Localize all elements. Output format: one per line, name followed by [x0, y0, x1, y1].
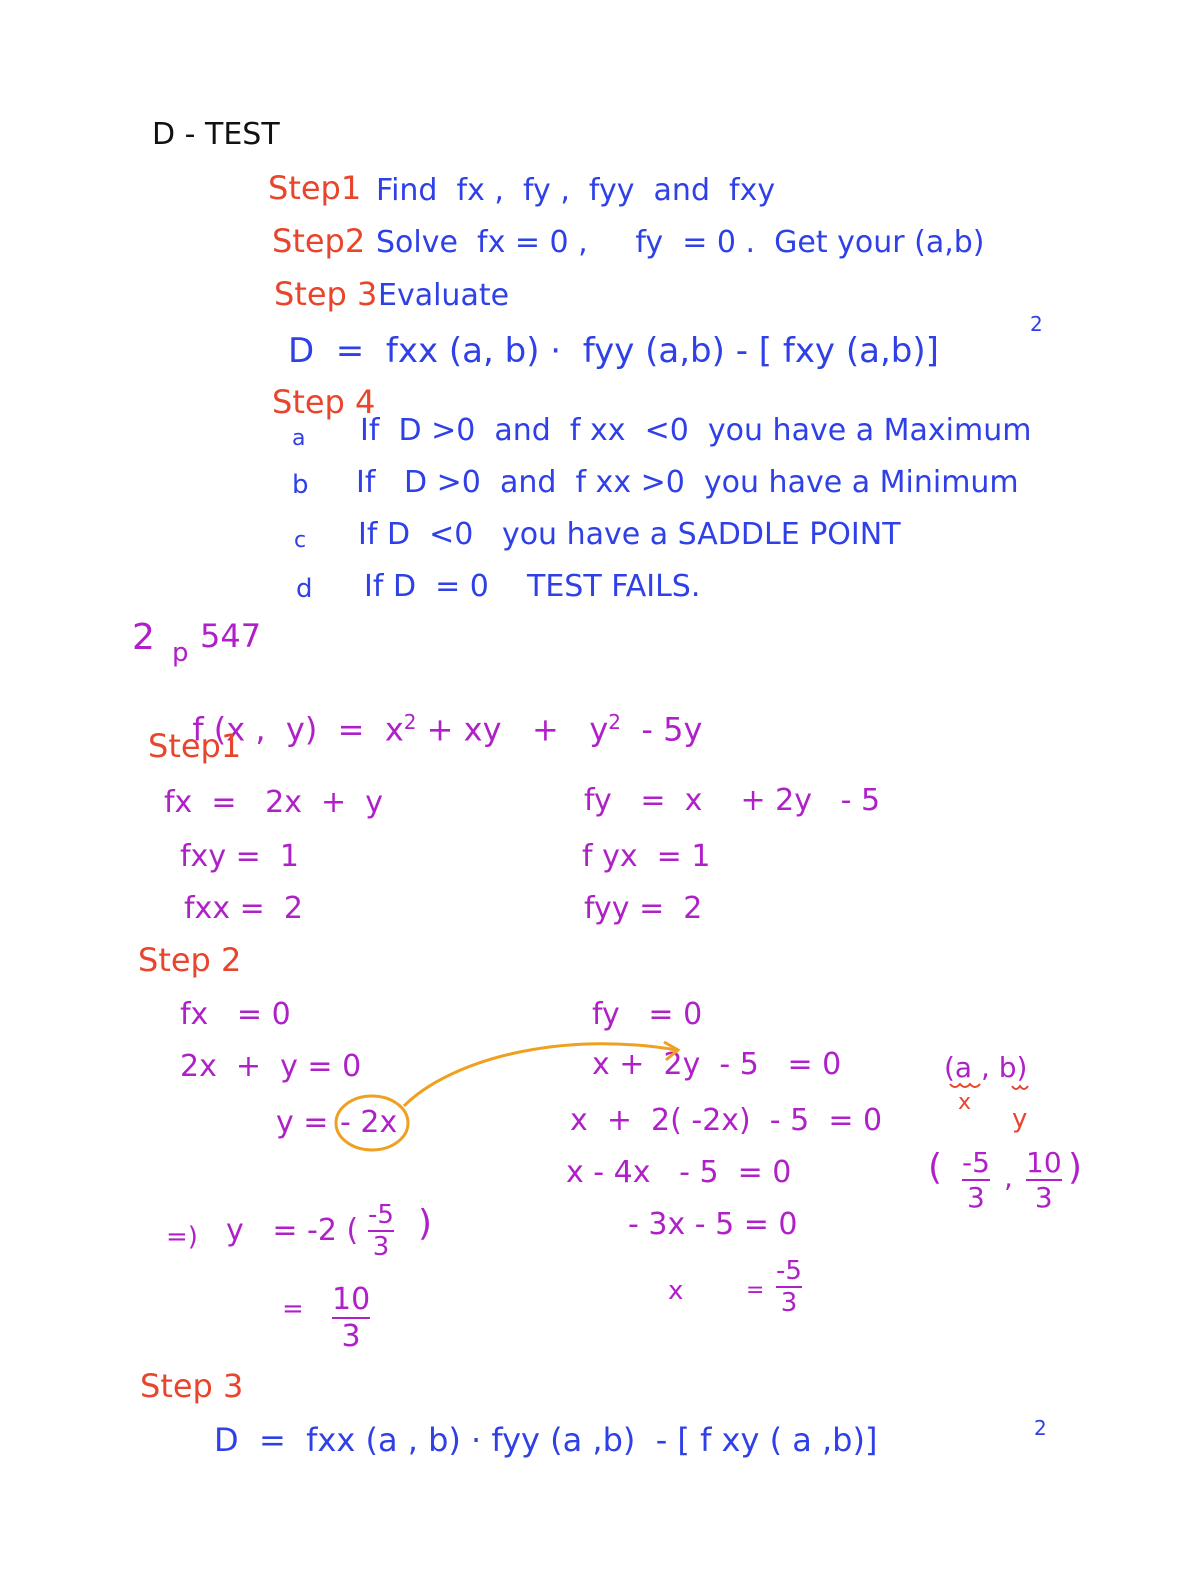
d-formula: D = fxx (a, b) · fyy (a,b) - [ fxy (a,b)] [288, 331, 939, 371]
case-letter-b: b [292, 470, 309, 500]
step2-label: Step2 [272, 222, 366, 260]
y-result-eq: = [282, 1294, 304, 1324]
ab-x-label: x [958, 1090, 972, 1115]
y-result-fraction: 10 3 [332, 1282, 371, 1354]
case-text-c: If D <0 you have a SADDLE POINT [358, 517, 901, 552]
y-sub-close: ) [418, 1203, 433, 1244]
arrow-head-icon [664, 1042, 678, 1060]
fx-result: fx = 2x + y [164, 785, 384, 820]
y-solved-label: y = [276, 1105, 329, 1140]
fxx-result: fxx = 2 [184, 891, 303, 926]
point-open: ( [928, 1147, 943, 1188]
y-solved-circled: - 2x [340, 1105, 398, 1140]
point-x-fraction: -5 3 [962, 1146, 990, 1214]
fy-substituted: x + 2( -2x) - 5 = 0 [570, 1103, 883, 1138]
x-result-eq: = [746, 1278, 765, 1303]
case-letter-d: d [296, 574, 313, 604]
y-underbrace-icon [1012, 1086, 1028, 1089]
fyx-result: f yx = 1 [582, 839, 711, 874]
problem-number: 2 [132, 617, 155, 658]
fx-equation: 2x + y = 0 [180, 1049, 362, 1084]
y-substitution: y = -2 ( [226, 1213, 359, 1248]
step1-text: Find fx , fy , fyy and fxy [376, 173, 776, 208]
function-def: f (x , $y) = x^2$ + xy + $y^2 - 5y$ [192, 710, 703, 749]
x-result-var: x [668, 1276, 684, 1306]
implies-arrow: =) [166, 1222, 198, 1252]
case-letter-a: a [292, 426, 306, 451]
worked-step1-label: Step1 [148, 727, 242, 765]
substitution-arrow [404, 1044, 676, 1106]
problem-page: 547 [200, 617, 262, 655]
problem-page-prefix: p [172, 638, 189, 668]
point-y-fraction: 10 3 [1026, 1146, 1062, 1214]
fy-simplified: x - 4x - 5 = 0 [566, 1155, 792, 1190]
fyy-result: fyy = 2 [584, 891, 703, 926]
point-close: ) [1068, 1147, 1083, 1188]
fy-result: fy = x + 2y - 5 [584, 783, 881, 818]
point-comma: , [1004, 1161, 1013, 1194]
x-result-fraction: -5 3 [776, 1256, 802, 1318]
case-text-a: If D >0 and f xx <0 you have a Maximum [360, 413, 1032, 448]
case-text-b: If D >0 and f xx >0 you have a Minimum [356, 465, 1019, 500]
step3-text: Evaluate [378, 278, 510, 313]
fy-equation: x + 2y - 5 = 0 [592, 1047, 842, 1082]
step2-text: Solve fx = 0 , fy = 0 . Get your (a,b) [376, 225, 985, 260]
fxy-result: fxy = 1 [180, 839, 299, 874]
case-text-d: If D = 0 TEST FAILS. [364, 569, 701, 604]
y-sub-fraction: -5 3 [368, 1200, 394, 1262]
d-formula-exponent: 2 [1030, 312, 1043, 336]
step3-label: Step 3 [274, 275, 378, 313]
step1-label: Step1 [268, 169, 362, 207]
worked-d-exponent: 2 [1034, 1416, 1047, 1440]
fy-combined: - 3x - 5 = 0 [628, 1207, 798, 1242]
ab-y-label: y [1012, 1104, 1028, 1134]
case-letter-c: c [294, 528, 307, 553]
ab-label: (a , b) [944, 1051, 1028, 1084]
page-title: D - TEST [152, 117, 280, 152]
worked-step2-label: Step 2 [138, 941, 242, 979]
worked-step3-label: Step 3 [140, 1367, 244, 1405]
worked-d-formula: D = fxx (a , b) · fyy (a ,b) - [ f xy ( a ,b)] [214, 1421, 878, 1459]
circle-highlight [336, 1096, 408, 1150]
fy-zero: fy = 0 [592, 997, 703, 1032]
x-underbrace-icon [950, 1084, 980, 1087]
step4-label: Step 4 [272, 383, 376, 421]
fx-zero: fx = 0 [180, 997, 291, 1032]
